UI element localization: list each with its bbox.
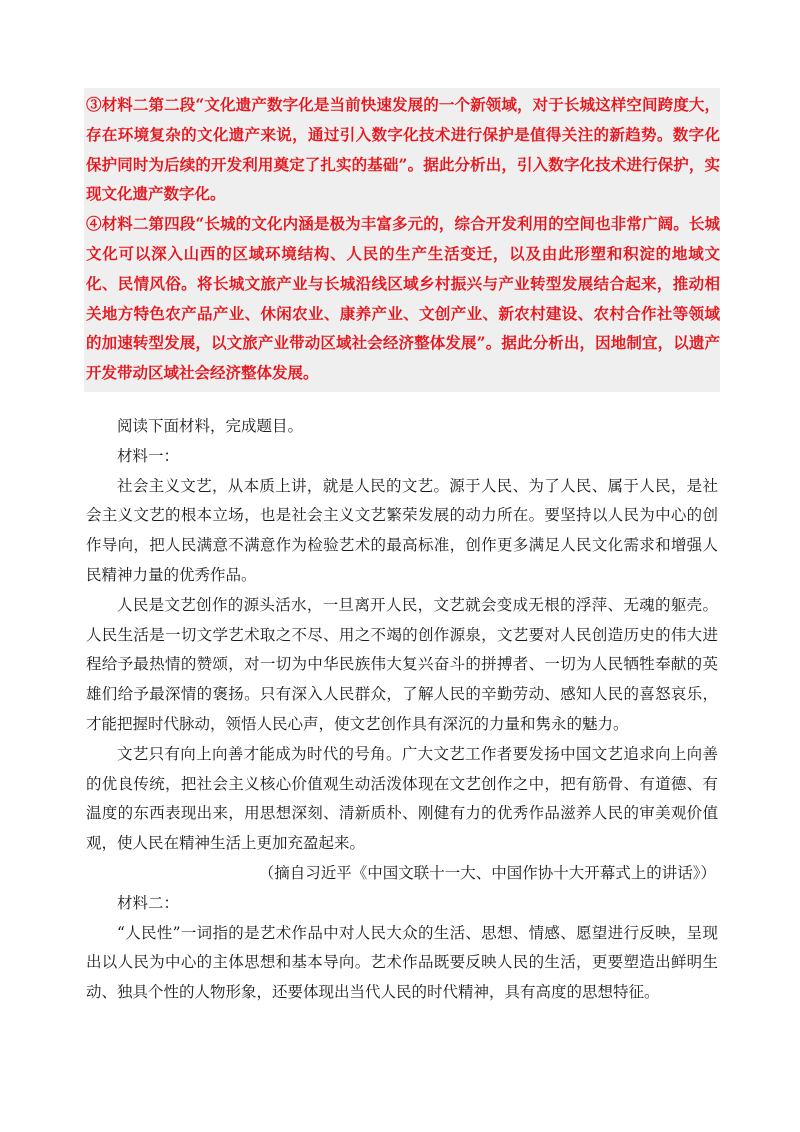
material-1-paragraph-3: 文艺只有向上向善才能成为时代的号角。广大文艺工作者要发扬中国文艺追求向上向善的优良传统，把社会主义核心价值观生动活泼体现在文艺创作之中，把有筋骨、有道德、有温度的东西表现出来，用思想深刻、清新质朴、刚健有力的优秀作品滋养人民的审美观价值观，使人民在精神生活上更加充盈起来。 [86, 744, 718, 853]
reading-passage [86, 412, 718, 1008]
answer-item-4: ④材料二第四段“长城的文化内涵是极为丰富多元的，综合开发利用的空间也非常广阔。长城文化可以深入山西的区域环境结构、人民的生产生活变迁，以及由此形塑和积淀的地域文化、民情风俗。将长城文旅产业与长城沿线区域乡村振兴与产业转型发展结合起来，推动相关地方特色农产品产业、休闲农业、康养产业、文创产业、新农村建设、农村合作社等领域的加速转型发展，以文旅产业带动区域社会经济整体发展”。据此分析出，因地制宜，以遗产开发带动区域社会经济整体发展。 [86, 214, 720, 383]
material-2-paragraph-1: “人民性”一词指的是艺术作品中对人民大众的生活、思想、情感、愿望进行反映，呈现出以人民为中心的主体思想和基本导向。艺术作品既要反映人民的生活，更要塑造出鲜明生动、独具个性的人物形象，还要体现出当代人民的时代精神，具有高度的思想特征。 [86, 923, 718, 1002]
instruction-text: 阅读下面材料，完成题目。 [117, 417, 304, 435]
material-1-source: （摘自习近平《中国文联十一大、中国作协十大开幕式上的讲话》） [258, 863, 716, 882]
material-2-label: 材料二： [117, 893, 180, 912]
answer-item-3: ③材料二第二段“文化遗产数字化是当前快速发展的一个新领域，对于长城这样空间跨度大，存在环境复杂的文化遗产来说，通过引入数字化技术进行保护是值得关注的新趋势。数字化保护同时为后续的开发利用奠定了扎实的基础”。据此分析出，引入数字化技术进行保护，实现文化遗产数字化。 [86, 95, 720, 204]
material-1-paragraph-1: 社会主义文艺，从本质上讲，就是人民的文艺。源于人民、为了人民、属于人民，是社会主义文艺的根本立场，也是社会主义文艺繁荣发展的动力所在。要坚持以人民为中心的创作导向，把人民满意不满意作为检验艺术的最高标准，创作更多满足人民文化需求和增强人民精神力量的优秀作品。 [86, 476, 718, 584]
material-1-paragraph-2: 人民是文艺创作的源头活水，一旦离开人民，文艺就会变成无根的浮萍、无魂的躯壳。人民生活是一切文学艺术取之不尽、用之不竭的创作源泉，文艺要对人民创造历史的伟大进程给予最热情的赞颂，对一切为中华民族伟大复兴奋斗的拼搏者、一切为人民牺牲奉献的英雄们给予最深情的褒扬。只有深入人民群众，了解人民的辛勤劳动、感知人民的喜怒哀乐，才能把握时代脉动，领悟人民心声，使文艺创作具有深沉的力量和隽永的魅力。 [86, 595, 718, 733]
answer-highlight-block [84, 88, 720, 392]
material-1-label: 材料一： [117, 446, 180, 465]
